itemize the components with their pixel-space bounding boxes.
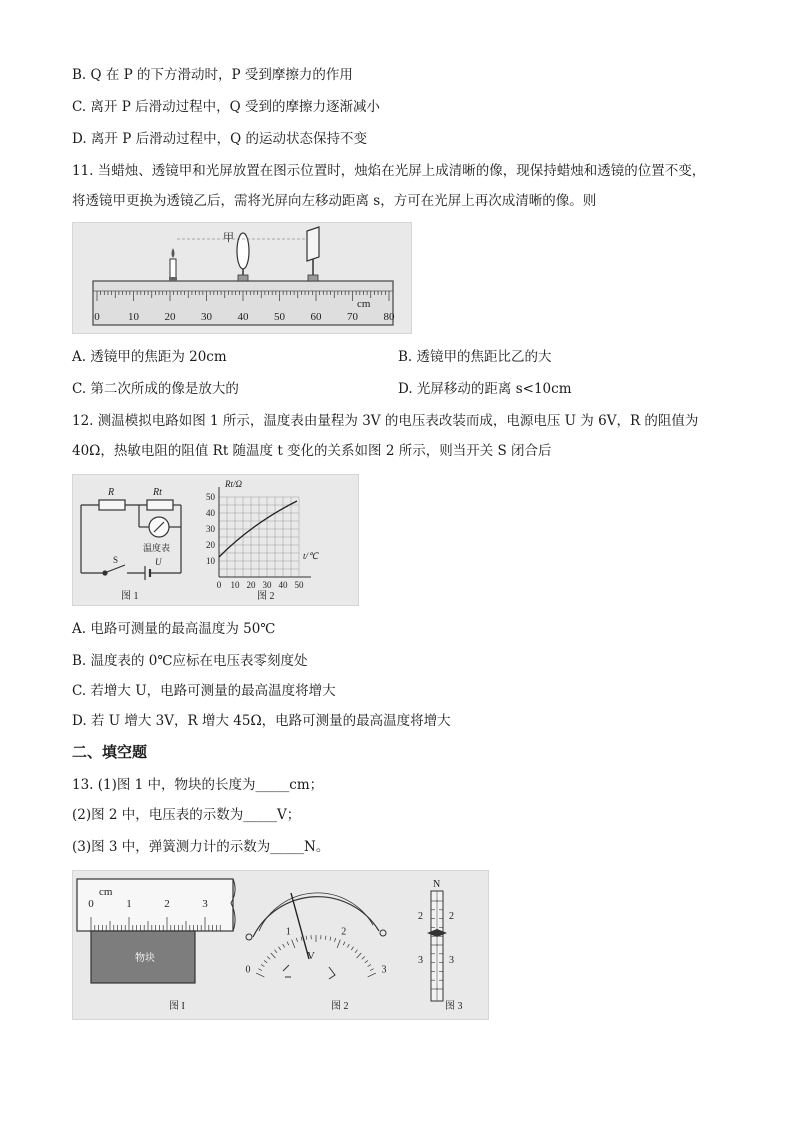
- ruler-tick-label: 0: [88, 898, 94, 910]
- q12-option-d: D. 若 U 增大 3V，R 增大 45Ω，电路可测量的最高温度将增大: [72, 713, 451, 729]
- q12-stem-line1: 12. 测温模拟电路如图 1 所示，温度表由量程为 3V 的电压表改装而成，电源电压 U 为 6V，R 的阻值为: [72, 413, 699, 429]
- spring-tick-label-right: 3: [449, 955, 454, 966]
- rt-temperature-graph: [206, 487, 311, 590]
- q10-option-b: B. Q 在 P 的下方滑动时，P 受到摩擦力的作用: [72, 67, 353, 83]
- q11-stem-line2: 将透镜甲更换为透镜乙后，需将光屏向左移动距离 s，方可在光屏上再次成清晰的像。则: [72, 193, 597, 209]
- switch-s-label: S: [113, 555, 119, 565]
- q12-option-c: C. 若增大 U，电路可测量的最高温度将增大: [72, 683, 336, 699]
- graph-x-axis-label: t/℃: [303, 551, 319, 561]
- section-title-fill-in: 二、填空题: [72, 743, 148, 761]
- thermometer-meter-label: 温度表: [143, 543, 171, 553]
- source-u-label: U: [155, 557, 162, 567]
- spring-tick-label-left: 3: [418, 955, 423, 966]
- graph-x-tick-label: 10: [230, 580, 240, 590]
- fig1-caption: 图 1: [121, 591, 139, 602]
- lens-jia: [237, 233, 249, 281]
- circuit-diagram: [81, 500, 181, 580]
- spring-tick-label-left: 2: [418, 911, 423, 922]
- ruler-tick-label: 1: [126, 898, 132, 910]
- q13-fig3-caption: 图 3: [445, 1001, 463, 1012]
- bench-tick-label: 10: [128, 311, 139, 323]
- graph-y-tick-label: 10: [206, 556, 215, 566]
- q11-option-c: C. 第二次所成的像是放大的: [72, 381, 239, 397]
- bench-tick-label: 80: [383, 311, 395, 323]
- graph-x-tick-label: 40: [278, 580, 288, 590]
- graph-x-tick-label: 0: [216, 580, 222, 590]
- bench-tick-label: 50: [274, 311, 285, 323]
- q11-option-a: A. 透镜甲的焦距为 20cm: [72, 349, 227, 365]
- graph-y-tick-label: 40: [206, 508, 215, 518]
- q13-part1: 13. (1)图 1 中，物块的长度为_____cm；: [72, 777, 324, 793]
- q12-circuit-and-graph-figure: [72, 474, 359, 606]
- q12-option-a: A. 电路可测量的最高温度为 50℃: [72, 621, 276, 637]
- graph-x-tick-label: 50: [294, 580, 304, 590]
- lens-jia-label: 甲: [223, 232, 234, 244]
- q13-measurement-figure: [72, 870, 489, 1020]
- voltmeter-tick-label: 3: [381, 964, 387, 976]
- q10-option-d: D. 离开 P 后滑动过程中，Q 的运动状态保持不变: [72, 131, 367, 147]
- graph-y-tick-label: 20: [206, 540, 215, 550]
- ruler-tick-label: 3: [202, 898, 208, 910]
- thermistor-rt-label: Rt: [153, 487, 162, 498]
- bench-tick-label: 20: [164, 311, 176, 323]
- graph-y-axis-label: Rt/Ω: [225, 479, 243, 489]
- q11-option-d: D. 光屏移动的距离 s<10cm: [398, 381, 572, 397]
- spring-unit-label: N: [433, 879, 441, 890]
- q10-option-c: C. 离开 P 后滑动过程中，Q 受到的摩擦力逐渐减小: [72, 99, 380, 115]
- candle: [169, 248, 177, 281]
- graph-x-tick-label: 20: [246, 580, 256, 590]
- bench-tick-label: 0: [94, 311, 100, 323]
- spring-tick-label-right: 2: [449, 911, 454, 922]
- q11-optical-bench-figure: [72, 222, 412, 334]
- q12-option-b: B. 温度表的 0℃应标在电压表零刻度处: [72, 653, 308, 669]
- spring-scale: [418, 891, 454, 1001]
- voltmeter-unit-label: V: [307, 950, 315, 962]
- q11-stem-line1: 11. 当蜡烛、透镜甲和光屏放置在图示位置时，烛焰在光屏上成清晰的像，现保持蜡烛和透镜的位置不变，: [72, 163, 706, 179]
- fig2-caption: 图 2: [257, 591, 275, 602]
- ruler-unit-label: cm: [99, 886, 113, 898]
- resistor-r-label: R: [108, 487, 115, 498]
- q13-part2: (2)图 2 中，电压表的示数为_____V；: [72, 807, 301, 823]
- q12-stem-line2: 40Ω，热敏电阻的阻值 Rt 随温度 t 变化的关系如图 2 所示，则当开关 S 闭合后: [72, 443, 552, 459]
- q13-fig1-caption: 图 I: [169, 1001, 185, 1012]
- graph-x-tick-label: 30: [262, 580, 272, 590]
- bench-tick-label: 70: [347, 311, 358, 323]
- block-label: 物块: [135, 953, 155, 964]
- q13-part3: (3)图 3 中，弹簧测力计的示数为_____N。: [72, 839, 330, 855]
- q13-fig2-caption: 图 2: [331, 1001, 349, 1012]
- spring-pointer: [427, 929, 447, 937]
- voltmeter-tick-label: 0: [245, 964, 251, 976]
- q11-option-b: B. 透镜甲的焦距比乙的大: [398, 349, 552, 365]
- voltmeter-tick-label: 1: [285, 926, 291, 938]
- light-screen: [307, 227, 319, 281]
- voltmeter: [246, 893, 387, 979]
- bench-unit-label: cm: [357, 298, 371, 310]
- bench-tick-label: 30: [201, 311, 212, 323]
- ruler-tick-label: 2: [164, 898, 170, 910]
- bench-tick-label: 60: [310, 311, 322, 323]
- graph-y-tick-label: 30: [206, 524, 215, 534]
- bench-tick-label: 40: [237, 311, 249, 323]
- voltmeter-tick-label: 2: [341, 926, 347, 938]
- graph-y-tick-label: 50: [206, 492, 215, 502]
